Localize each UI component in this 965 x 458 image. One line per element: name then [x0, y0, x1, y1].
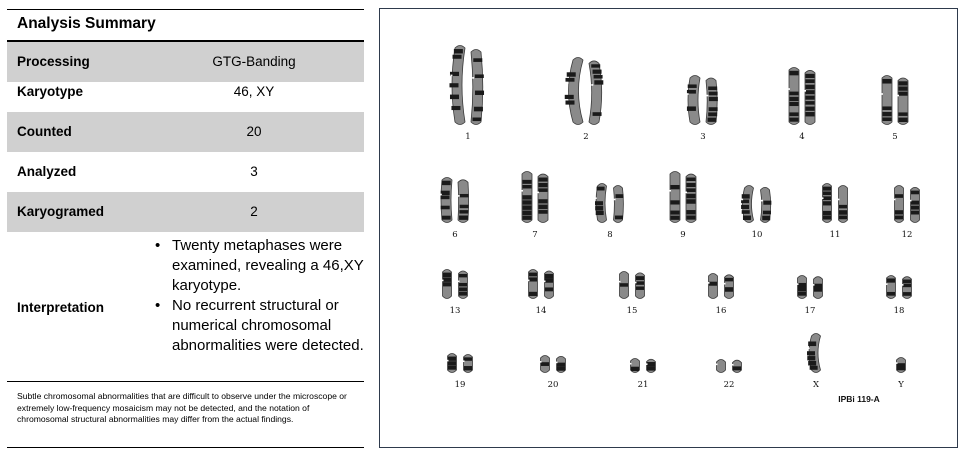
chromosome-label-2: 2 — [583, 132, 589, 142]
chromosome-label-x: X — [812, 380, 820, 390]
chromosome-label-19: 19 — [454, 380, 466, 390]
chromosome-pair-x — [807, 334, 821, 373]
chromosome-label-5: 5 — [892, 132, 898, 142]
chromosome-label-10: 10 — [751, 230, 763, 240]
chromosome-pair-15 — [619, 272, 645, 299]
chromosome-pair-5 — [881, 76, 908, 125]
chromosome-pair-22 — [716, 360, 742, 373]
chromosome-pair-21 — [630, 359, 656, 373]
row-interpretation — [7, 233, 364, 383]
chromosome-label-13: 13 — [449, 306, 461, 316]
chromosome-pair-9 — [669, 172, 696, 223]
chromosome-label-14: 14 — [535, 306, 547, 316]
chromosome-label-16: 16 — [715, 306, 727, 316]
chromosome-pair-13 — [442, 270, 468, 299]
chromosome-label-6: 6 — [452, 230, 458, 240]
chromosome-pair-18 — [886, 276, 912, 299]
chromosome-label-18: 18 — [893, 306, 905, 316]
row-label: Processing — [17, 54, 90, 69]
chromosome-label-12: 12 — [901, 230, 913, 240]
karyogram-panel — [379, 8, 958, 448]
chromosome-pair-11 — [822, 184, 848, 223]
chromosome-pair-17 — [797, 276, 823, 299]
row-value: 46, XY — [233, 84, 275, 99]
row-value: 3 — [250, 164, 258, 179]
chromosome-label-20: 20 — [547, 380, 559, 390]
chromosome-label-1: 1 — [465, 132, 471, 142]
row-counted — [7, 112, 364, 152]
table-title: Analysis Summary — [17, 15, 156, 32]
chromosome-pair-14 — [528, 270, 554, 299]
karyogram-image — [380, 9, 956, 446]
chromosome-pair-10 — [741, 186, 771, 223]
chromosome-label-17: 17 — [804, 306, 816, 316]
table-bottom-rule — [7, 447, 364, 448]
row-analyzed — [7, 152, 364, 192]
row-value: 20 — [246, 124, 262, 139]
chromosome-label-8: 8 — [607, 230, 613, 240]
table-top-rule — [7, 9, 364, 10]
chromosome-pair-8 — [595, 184, 624, 223]
chromosome-label-21: 21 — [637, 380, 649, 390]
row-label: Interpretation — [17, 300, 105, 315]
row-label: Karyogramed — [17, 204, 105, 219]
row-label: Counted — [17, 124, 72, 139]
chromosome-label-22: 22 — [723, 380, 735, 390]
chromosome-pair-16 — [708, 274, 734, 299]
cell-line-id: IPBi 119-A — [838, 394, 880, 404]
row-karyogramed — [7, 192, 364, 232]
chromosome-pair-12 — [894, 186, 920, 223]
chromosome-label-9: 9 — [680, 230, 686, 240]
disclaimer-note: Subtle chromosomal abnormalities that are difficult to observe under the microscope or extremely low-frequency mosaicism may not be detected, and the notation of chromosomal structural abnormalities may differ from the actual findings. — [17, 391, 347, 424]
chromosome-pair-1 — [450, 46, 485, 125]
row-label: Analyzed — [17, 164, 77, 179]
note-divider — [7, 381, 364, 382]
chromosome-label-11: 11 — [829, 230, 841, 240]
chromosome-label-3: 3 — [700, 132, 706, 142]
chromosome-label-y: Y — [898, 380, 904, 390]
chromosome-pair-y — [896, 358, 906, 373]
interpretation-list — [152, 236, 364, 356]
chromosome-label-15: 15 — [626, 306, 638, 316]
interpretation-bullet: • Twenty metaphases were examined, revealing a 46,XY karyotype. — [152, 236, 364, 296]
chromosome-pair-6 — [440, 178, 469, 223]
interpretation-bullet: • No recurrent structural or numerical chromosomal abnormalities were detected. — [152, 296, 364, 356]
chromosome-pair-7 — [521, 172, 548, 223]
row-karyotype — [7, 72, 364, 112]
chromosome-pair-4 — [788, 68, 815, 125]
chromosome-label-4: 4 — [799, 132, 805, 142]
chromosome-pair-3 — [687, 76, 718, 125]
chromosome-pair-20 — [540, 356, 566, 373]
row-value: GTG-Banding — [212, 54, 296, 69]
chromosome-pair-19 — [447, 354, 473, 373]
row-value: 2 — [250, 204, 258, 219]
row-label: Karyotype — [17, 84, 84, 99]
chromosome-label-7: 7 — [532, 230, 538, 240]
chromosome-pair-2 — [565, 58, 604, 125]
